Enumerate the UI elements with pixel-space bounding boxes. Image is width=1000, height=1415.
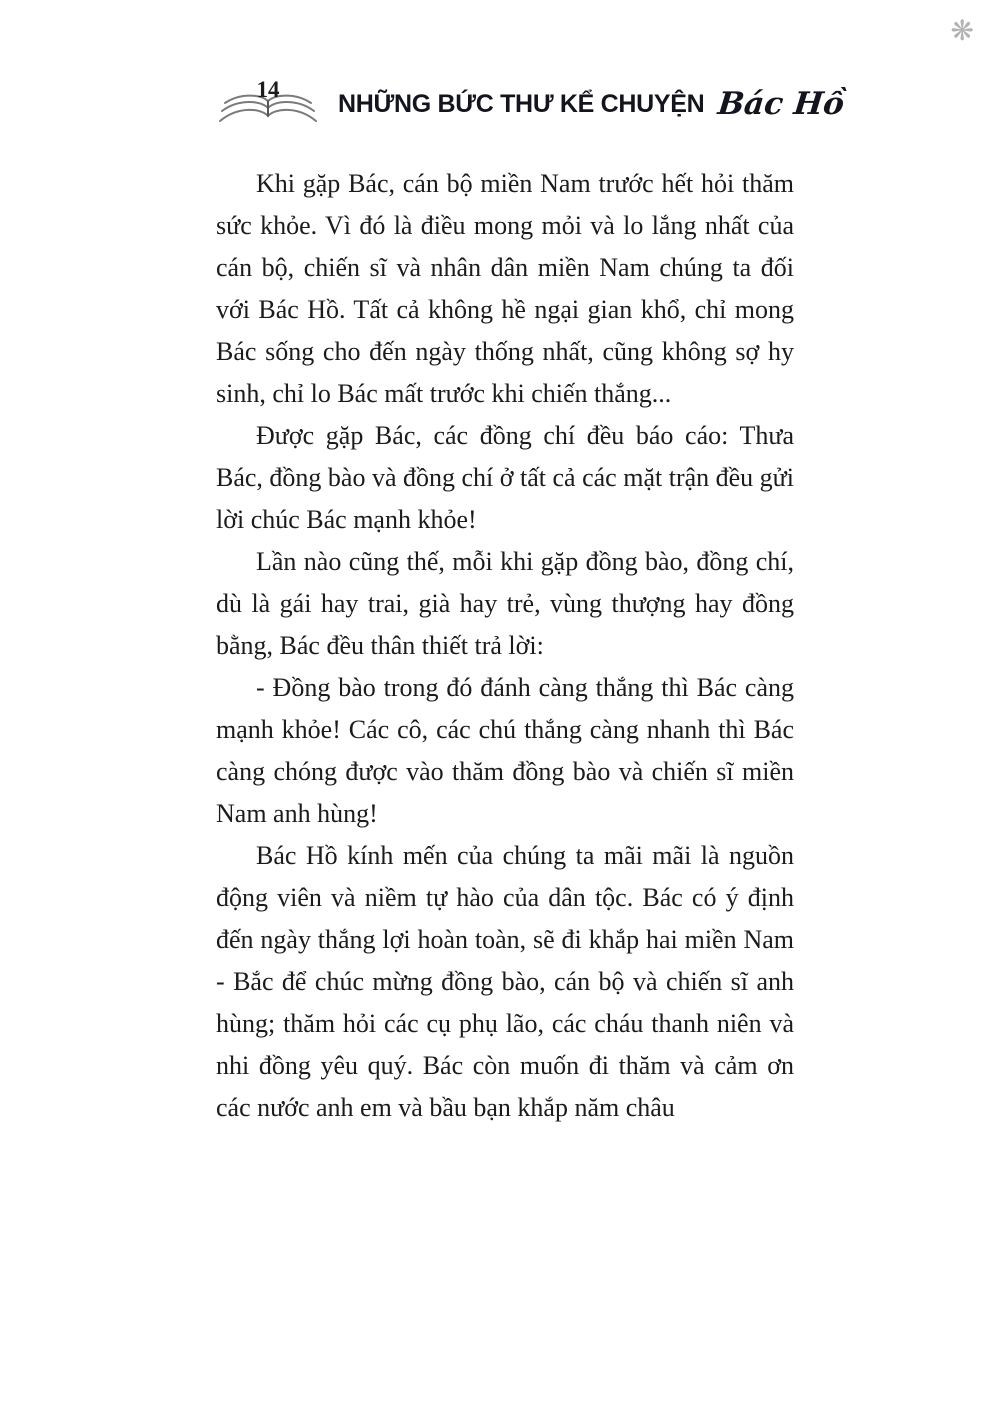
page-number: 14 — [256, 77, 280, 102]
paragraph: - Đồng bào trong đó đánh càng thắng thì Bác càng mạnh khỏe! Các cô, các chú thắng càng nhanh thì Bác càng chóng được vào thăm đồng bào và chiến sĩ miền Nam anh hùng! — [216, 673, 794, 828]
book-title-script: Bác Hồ — [716, 86, 847, 122]
flower-ornament-icon: ❋ — [950, 14, 974, 47]
paragraph: Được gặp Bác, các đồng chí đều báo cáo: Thưa Bác, đồng bào và đồng chí ở tất cả các mặt trận đều gửi lời chúc Bác mạnh khỏe! — [216, 421, 794, 534]
paragraph: Lần nào cũng thế, mỗi khi gặp đồng bào, đồng chí, dù là gái hay trai, già hay trẻ, vùng thượng hay đồng bằng, Bác đều thân thiết trả lời: — [216, 547, 794, 660]
paragraph: Bác Hồ kính mến của chúng ta mãi mãi là nguồn động viên và niềm tự hào của dân tộc. Bác có ý định đến ngày thắng lợi hoàn toàn, sẽ đi khắp hai miền Nam - Bắc để chúc mừng đồng bào, cán bộ và chiến sĩ anh hùng; thăm hỏi các cụ phụ lão, các cháu thanh niên và nhi đồng yêu quý. Bác còn muốn đi thăm và cảm ơn các nước anh em và bầu bạn khắp năm châu — [216, 841, 794, 1122]
page-number-badge — [218, 77, 318, 131]
page-header — [218, 76, 847, 132]
page-body — [216, 163, 794, 1129]
book-series-title: NHỮNG BỨC THƯ KỂ CHUYỆN — [338, 89, 705, 118]
paragraph: Khi gặp Bác, cán bộ miền Nam trước hết hỏi thăm sức khỏe. Vì đó là điều mong mỏi và lo lắng nhất của cán bộ, chiến sĩ và nhân dân miền Nam chúng ta đối với Bác Hồ. Tất cả không hề ngại gian khổ, chỉ mong Bác sống cho đến ngày thống nhất, cũng không sợ hy sinh, chỉ lo Bác mất trước khi chiến thắng... — [216, 169, 794, 408]
